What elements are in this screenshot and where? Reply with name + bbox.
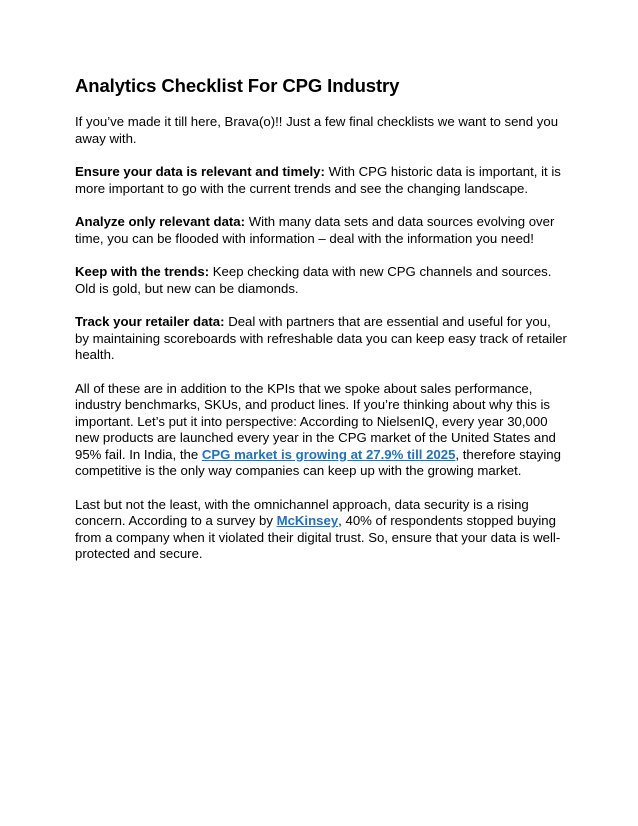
- cpg-market-growth-link[interactable]: CPG market is growing at 27.9% till 2025: [201, 446, 456, 462]
- checklist-heading: Analyze only relevant data:: [75, 214, 246, 229]
- mckinsey-link[interactable]: McKinsey: [276, 513, 339, 528]
- checklist-item-retailer-data: [75, 314, 567, 364]
- security-text-after-link: , 40% of respondents stopped buying from a company when it violated their digital trust. So, ensure that your data is well-protected and secure.: [75, 513, 561, 561]
- page-title: Analytics Checklist For CPG Industry: [75, 75, 400, 96]
- checklist-item-trends: [75, 264, 567, 297]
- intro-paragraph: If you’ve made it till here, Brava(o)!! Just a few final checklists we want to send you away with.: [75, 114, 559, 146]
- checklist-text: With CPG historic data is important, it is more important to go with the current trends and see the changing landscape.: [75, 164, 561, 196]
- checklist-item-relevant-timely: [75, 164, 567, 197]
- checklist-text: Keep checking data with new CPG channels and sources. Old is gold, but new can be diamonds.: [75, 264, 552, 296]
- checklist-heading: Ensure your data is relevant and timely:: [75, 164, 325, 179]
- kpi-paragraph: [75, 381, 567, 480]
- kpi-text-before-link: All of these are in addition to the KPIs that we spoke about sales performance, industry benchmarks, SKUs, and product lines. If you’re thinking about why this is important. Let’s put it into perspective: According to NielsenIQ, every year 30,000 new products are launched every year in the CPG market of the United States and 95% fail. In India, the: [75, 380, 556, 462]
- checklist-heading: Track your retailer data:: [75, 314, 225, 329]
- security-paragraph: [75, 497, 567, 563]
- kpi-text-after-link: , therefore staying competitive is the only way companies can keep up with the growing market.: [75, 446, 561, 478]
- security-text-before-link: Last but not the least, with the omnichannel approach, data security is a rising concern. According to a survey by: [75, 496, 529, 528]
- document-page: [75, 74, 567, 580]
- checklist-item-analyze-relevant: [75, 214, 567, 247]
- checklist-heading: Keep with the trends:: [75, 264, 210, 279]
- checklist-text: With many data sets and data sources evolving over time, you can be flooded with information – deal with the information you need!: [75, 214, 555, 246]
- checklist-text: Deal with partners that are essential and useful for you, by maintaining scoreboards with refreshable data you can keep easy track of retailer health.: [75, 314, 567, 362]
